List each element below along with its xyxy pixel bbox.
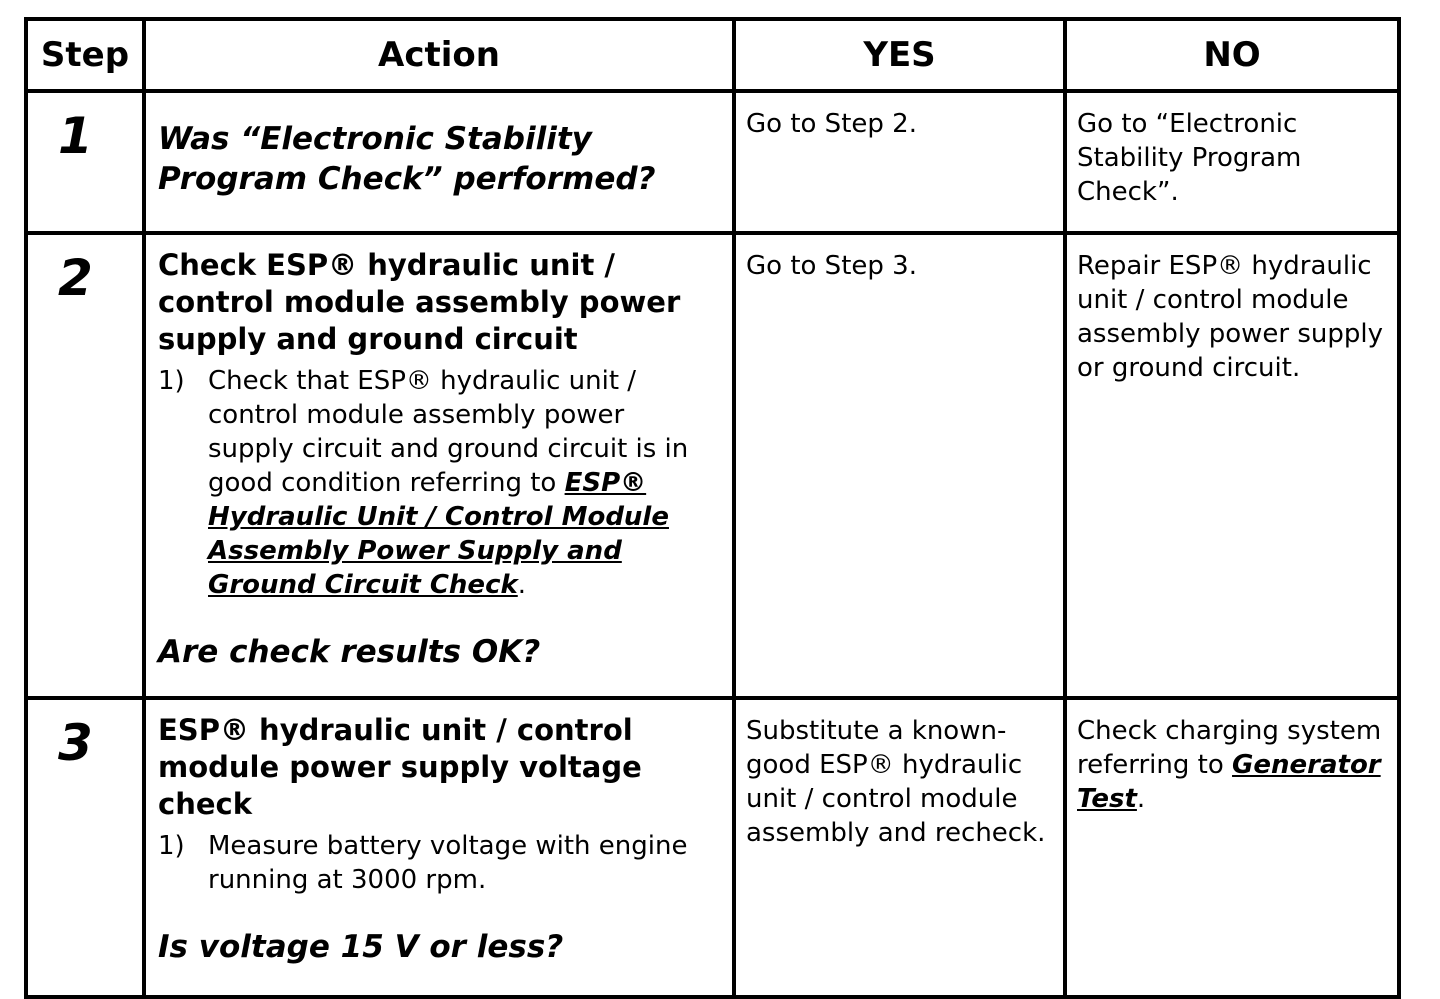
header-row (26, 19, 1399, 91)
action-cell (144, 698, 734, 997)
reference-link[interactable]: ESP® Hydraulic Unit / Control Module Assembly Power Supply and Ground Circuit Check (208, 468, 669, 600)
substep-text: Measure battery voltage with engine running at 3000 rpm. (208, 831, 688, 895)
no-cell (1065, 698, 1399, 997)
substep-list (158, 829, 718, 897)
substep-item (158, 829, 718, 897)
no-cell: Go to “Electronic Stability Program Check”. (1065, 91, 1399, 233)
header-action: Action (144, 19, 734, 91)
yes-cell: Go to Step 2. (734, 91, 1065, 233)
header-step: Step (26, 19, 144, 91)
substep-end: . (517, 570, 527, 600)
substep-number: 1) (158, 366, 185, 396)
step-heading: Check ESP® hydraulic unit / control module assembly power supply and ground circuit (158, 248, 681, 356)
step-number: 3 (26, 698, 144, 997)
action-cell (144, 233, 734, 698)
step-question: Was “Electronic Stability Program Check” performed? (158, 121, 656, 197)
no-text: Check charging system referring to (1077, 716, 1382, 780)
step-question: Is voltage 15 V or less? (158, 929, 564, 965)
step-number: 2 (26, 233, 144, 698)
action-cell (144, 91, 734, 233)
generator-test-link[interactable]: Generator Test (1077, 750, 1381, 814)
yes-cell: Substitute a known-good ESP® hydraulic unit / control module assembly and recheck. (734, 698, 1065, 997)
troubleshooting-table (24, 17, 1401, 999)
no-end: . (1136, 784, 1146, 814)
yes-cell: Go to Step 3. (734, 233, 1065, 698)
table-row (26, 233, 1399, 698)
substep-number: 1) (158, 831, 185, 861)
step-heading: ESP® hydraulic unit / control module power supply voltage check (158, 713, 642, 821)
substep-text: Check that ESP® hydraulic unit / control module assembly power supply circuit and ground circuit is in good condition referring to (208, 366, 689, 498)
table-row (26, 698, 1399, 997)
table-row (26, 91, 1399, 233)
substep-item (158, 364, 718, 602)
substep-list (158, 364, 718, 602)
step-number: 1 (26, 91, 144, 233)
header-no: NO (1065, 19, 1399, 91)
no-cell: Repair ESP® hydraulic unit / control module assembly power supply or ground circuit. (1065, 233, 1399, 698)
header-yes: YES (734, 19, 1065, 91)
step-question: Are check results OK? (158, 634, 541, 670)
